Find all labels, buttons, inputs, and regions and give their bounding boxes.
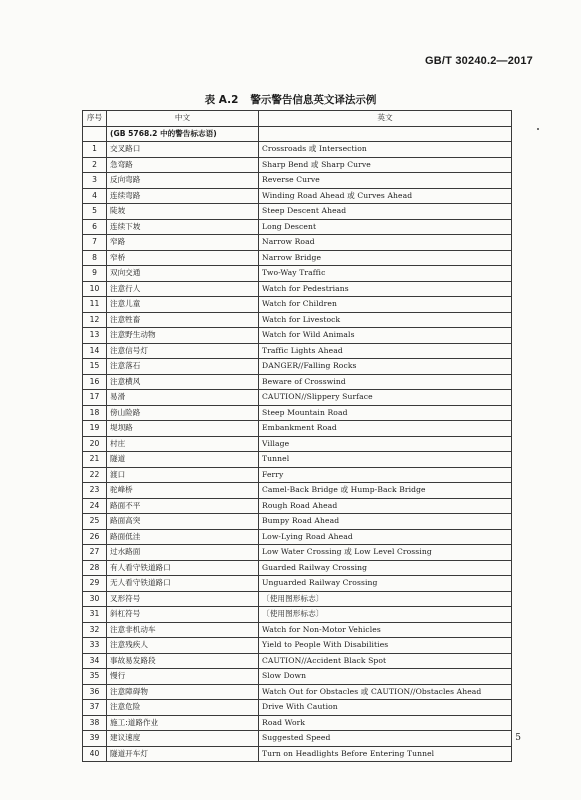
table-row: [83, 529, 512, 545]
chinese-term: 慢行: [107, 669, 259, 685]
english-translation: Steep Descent Ahead: [259, 204, 512, 220]
english-translation: Winding Road Ahead 或 Curves Ahead: [259, 188, 512, 204]
table-row: [83, 715, 512, 731]
group-en-cell: [259, 126, 512, 142]
english-translation: 〔使用图形标志〕: [259, 591, 512, 607]
english-translation: Watch Out for Obstacles 或 CAUTION//Obstacles Ahead: [259, 684, 512, 700]
standard-code: GB/T 30240.2—2017: [425, 55, 533, 67]
english-translation: Steep Mountain Road: [259, 405, 512, 421]
chinese-term: 注意障碍物: [107, 684, 259, 700]
column-header-english: 英文: [259, 111, 512, 127]
table-row: [83, 545, 512, 561]
chinese-term: 建议速度: [107, 731, 259, 747]
chinese-term: 堤坝路: [107, 421, 259, 437]
row-number: 10: [83, 281, 107, 297]
table-row: [83, 638, 512, 654]
chinese-term: 注意牲畜: [107, 312, 259, 328]
chinese-term: 注意非机动车: [107, 622, 259, 638]
english-translation: Rough Road Ahead: [259, 498, 512, 514]
row-number: 16: [83, 374, 107, 390]
table-row: [83, 359, 512, 375]
chinese-term: 注意残疾人: [107, 638, 259, 654]
table-row: [83, 746, 512, 762]
row-number: 32: [83, 622, 107, 638]
chinese-term: 注意横风: [107, 374, 259, 390]
english-translation: Traffic Lights Ahead: [259, 343, 512, 359]
table-row: [83, 607, 512, 623]
table-row: [83, 219, 512, 235]
table-row: [83, 514, 512, 530]
chinese-term: 驼峰桥: [107, 483, 259, 499]
english-translation: Beware of Crosswind: [259, 374, 512, 390]
row-number: 25: [83, 514, 107, 530]
english-translation: Drive With Caution: [259, 700, 512, 716]
row-number: 4: [83, 188, 107, 204]
table-row: [83, 483, 512, 499]
row-number: 27: [83, 545, 107, 561]
chinese-term: 渡口: [107, 467, 259, 483]
page-number: 5: [515, 733, 521, 743]
row-number: 13: [83, 328, 107, 344]
table-row: [83, 188, 512, 204]
chinese-term: 陡坡: [107, 204, 259, 220]
chinese-term: 窄路: [107, 235, 259, 251]
row-number: 11: [83, 297, 107, 313]
row-number: 40: [83, 746, 107, 762]
chinese-term: 注意危险: [107, 700, 259, 716]
chinese-term: 注意儿童: [107, 297, 259, 313]
chinese-term: 施工:道路作业: [107, 715, 259, 731]
table-row: [83, 669, 512, 685]
chinese-term: 路面高突: [107, 514, 259, 530]
english-translation: Camel-Back Bridge 或 Hump-Back Bridge: [259, 483, 512, 499]
table-row: [83, 684, 512, 700]
english-translation: Crossroads 或 Intersection: [259, 142, 512, 158]
chinese-term: 注意信号灯: [107, 343, 259, 359]
chinese-term: 路面低洼: [107, 529, 259, 545]
english-translation: Narrow Bridge: [259, 250, 512, 266]
table-row: [83, 405, 512, 421]
table-row: [83, 390, 512, 406]
row-number: 9: [83, 266, 107, 282]
row-number: 22: [83, 467, 107, 483]
column-header-chinese: 中文: [107, 111, 259, 127]
row-number: 7: [83, 235, 107, 251]
english-translation: Watch for Non-Motor Vehicles: [259, 622, 512, 638]
english-translation: DANGER//Falling Rocks: [259, 359, 512, 375]
chinese-term: 反向弯路: [107, 173, 259, 189]
row-number: 38: [83, 715, 107, 731]
english-translation: Sharp Bend 或 Sharp Curve: [259, 157, 512, 173]
english-translation: Yield to People With Disabilities: [259, 638, 512, 654]
table-row: [83, 266, 512, 282]
chinese-term: 注意野生动物: [107, 328, 259, 344]
header-row: [83, 111, 512, 127]
table-row: [83, 653, 512, 669]
row-number: 1: [83, 142, 107, 158]
table-row: [83, 157, 512, 173]
table-row: [83, 560, 512, 576]
english-translation: Village: [259, 436, 512, 452]
chinese-term: 傍山险路: [107, 405, 259, 421]
chinese-term: 有人看守铁道路口: [107, 560, 259, 576]
table-row: [83, 436, 512, 452]
english-translation: Turn on Headlights Before Entering Tunnel: [259, 746, 512, 762]
table-row: [83, 281, 512, 297]
english-translation: Watch for Wild Animals: [259, 328, 512, 344]
translation-table: [82, 110, 512, 762]
row-number: 23: [83, 483, 107, 499]
english-translation: Road Work: [259, 715, 512, 731]
english-translation: Reverse Curve: [259, 173, 512, 189]
english-translation: Two-Way Traffic: [259, 266, 512, 282]
chinese-term: 连续弯路: [107, 188, 259, 204]
table-row: [83, 421, 512, 437]
chinese-term: 急弯路: [107, 157, 259, 173]
table-row: [83, 250, 512, 266]
chinese-term: 过水路面: [107, 545, 259, 561]
row-number: 15: [83, 359, 107, 375]
chinese-term: 村庄: [107, 436, 259, 452]
row-number: 18: [83, 405, 107, 421]
english-translation: Narrow Road: [259, 235, 512, 251]
table-row: [83, 312, 512, 328]
english-translation: Guarded Railway Crossing: [259, 560, 512, 576]
table-row: [83, 173, 512, 189]
row-number: 39: [83, 731, 107, 747]
table-caption: [0, 92, 581, 107]
table-row: [83, 622, 512, 638]
row-number: 37: [83, 700, 107, 716]
english-translation: Unguarded Railway Crossing: [259, 576, 512, 592]
chinese-term: 隧道开车灯: [107, 746, 259, 762]
stray-mark: [537, 128, 539, 130]
english-translation: Low Water Crossing 或 Low Level Crossing: [259, 545, 512, 561]
chinese-term: 注意行人: [107, 281, 259, 297]
english-translation: 〔使用图形标志〕: [259, 607, 512, 623]
table-row: [83, 498, 512, 514]
table-row: [83, 235, 512, 251]
row-number: 3: [83, 173, 107, 189]
table-number: 表 A.2: [204, 94, 239, 106]
english-translation: Watch for Pedestrians: [259, 281, 512, 297]
table-row: [83, 576, 512, 592]
english-translation: CAUTION//Slippery Surface: [259, 390, 512, 406]
row-number: 17: [83, 390, 107, 406]
chinese-term: 隧道: [107, 452, 259, 468]
chinese-term: 注意落石: [107, 359, 259, 375]
row-number: 21: [83, 452, 107, 468]
row-number: 14: [83, 343, 107, 359]
row-number: 35: [83, 669, 107, 685]
row-number: 26: [83, 529, 107, 545]
chinese-term: 无人看守铁道路口: [107, 576, 259, 592]
table-row: [83, 731, 512, 747]
table-row: [83, 142, 512, 158]
english-translation: Slow Down: [259, 669, 512, 685]
english-translation: CAUTION//Accident Black Spot: [259, 653, 512, 669]
english-translation: Watch for Livestock: [259, 312, 512, 328]
english-translation: Embankment Road: [259, 421, 512, 437]
english-translation: Bumpy Road Ahead: [259, 514, 512, 530]
row-number: 24: [83, 498, 107, 514]
table-row: [83, 343, 512, 359]
row-number: 8: [83, 250, 107, 266]
english-translation: Watch for Children: [259, 297, 512, 313]
table-row: [83, 297, 512, 313]
chinese-term: 易滑: [107, 390, 259, 406]
chinese-term: 路面不平: [107, 498, 259, 514]
chinese-term: 事故易发路段: [107, 653, 259, 669]
row-number: 6: [83, 219, 107, 235]
table-row: [83, 467, 512, 483]
row-number: 36: [83, 684, 107, 700]
english-translation: Tunnel: [259, 452, 512, 468]
table-row: [83, 374, 512, 390]
group-seq-cell: [83, 126, 107, 142]
row-number: 5: [83, 204, 107, 220]
row-number: 20: [83, 436, 107, 452]
column-header-seq: 序号: [83, 111, 107, 127]
table-row: [83, 452, 512, 468]
row-number: 12: [83, 312, 107, 328]
english-translation: Ferry: [259, 467, 512, 483]
row-number: 30: [83, 591, 107, 607]
row-number: 19: [83, 421, 107, 437]
row-number: 29: [83, 576, 107, 592]
table-row: [83, 591, 512, 607]
chinese-term: 交叉路口: [107, 142, 259, 158]
chinese-term: 双向交通: [107, 266, 259, 282]
group-label: (GB 5768.2 中的警告标志语): [107, 126, 259, 142]
table-row: [83, 700, 512, 716]
table-row: [83, 204, 512, 220]
row-number: 28: [83, 560, 107, 576]
row-number: 2: [83, 157, 107, 173]
chinese-term: 斜杠符号: [107, 607, 259, 623]
chinese-term: 窄桥: [107, 250, 259, 266]
row-number: 31: [83, 607, 107, 623]
english-translation: Long Descent: [259, 219, 512, 235]
chinese-term: 连续下坡: [107, 219, 259, 235]
english-translation: Suggested Speed: [259, 731, 512, 747]
group-row: [83, 126, 512, 142]
row-number: 33: [83, 638, 107, 654]
table-title: 警示警告信息英文译法示例: [250, 94, 377, 106]
chinese-term: 叉形符号: [107, 591, 259, 607]
english-translation: Low-Lying Road Ahead: [259, 529, 512, 545]
row-number: 34: [83, 653, 107, 669]
table-row: [83, 328, 512, 344]
